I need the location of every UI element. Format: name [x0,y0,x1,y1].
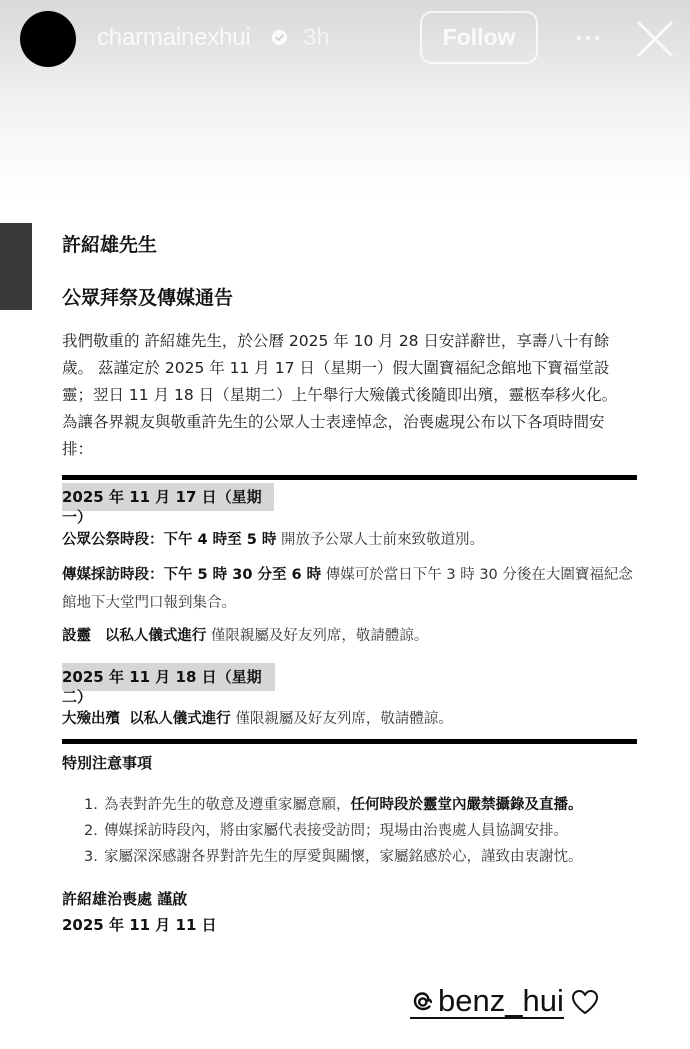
mention-link[interactable] [410,985,564,1019]
verified-badge-icon [271,29,288,46]
intro-line: 為讓各界親友與敬重許先生的公眾人士表達悼念，治喪處現公布以下各項時間安 [62,413,605,431]
heart-icon[interactable] [570,988,600,1016]
note-item: 2. 傳媒採訪時段內，將由家屬代表接受訪問；現場由治喪處人員協調安排。 [84,823,568,839]
left-edge-bar [0,223,32,310]
story-timestamp: 3h [303,24,330,51]
public-session-row [62,526,642,554]
funeral-mode: 以私人儀式進行 [129,711,231,727]
document-subtitle: 公眾拜祭及傳媒通告 [62,287,234,309]
intro-line: 排： [62,440,94,458]
day1-date-heading: 2025 年 11 月 17 日（星期一） [62,483,274,511]
avatar[interactable] [20,11,76,67]
close-icon[interactable] [634,18,676,60]
signoff-date: 2025 年 11 月 11 日 [62,916,217,934]
funeral-label: 大殮出殯 [62,711,120,727]
username[interactable]: charmainexhui [97,24,251,51]
wake-row [62,622,642,650]
funeral-desc: 僅限親屬及好友列席，敬請體諒。 [230,711,453,727]
notes-title: 特別注意事項 [62,754,153,772]
mention-sticker[interactable] [410,985,600,1019]
divider-rule [62,739,637,744]
divider-rule [62,475,637,480]
signoff-org: 許紹雄治喪處 謹啟 [62,890,188,908]
document-title: 許紹雄先生 [62,234,158,256]
more-horizontal-icon [577,36,581,40]
public-session-time: 下午 4 時至 5 時 [163,532,277,548]
follow-button[interactable]: Follow [420,11,538,64]
note-item: 1. 為表對許先生的敬意及遵重家屬意願，任何時段於靈堂內嚴禁攝錄及直播。 [84,797,583,813]
media-session-desc-cont: 館地下大堂門口報到集合。 [62,595,236,611]
funeral-row [62,705,642,733]
day2-date-heading: 2025 年 11 月 18 日（星期二） [62,663,275,691]
signoff [62,886,217,938]
story-header [0,0,690,80]
media-session-label: 傳媒採訪時段： [62,567,164,583]
public-session-desc: 開放予公眾人士前來致敬道別。 [276,532,484,548]
media-session-time: 下午 5 時 30 分至 6 時 [163,567,322,583]
intro-line: 我們敬重的 許紹雄先生，於公曆 2025 年 10 月 28 日安詳辭世，享壽八十有餘 [62,332,610,350]
note-item: 3. 家屬深深感謝各界對許先生的厚愛與關懷，家屬銘感於心，謹致由衷謝忱。 [84,849,583,865]
wake-label: 設靈 [62,628,91,644]
media-session-row [62,561,642,617]
mention-handle[interactable]: benz_hui [438,983,564,1018]
intro-line: 靈；翌日 11 月 18 日（星期二）上午舉行大殮儀式後隨即出殯，靈柩奉移火化。 [62,386,618,404]
threads-icon [410,988,436,1014]
notes-list [84,792,644,870]
more-options-button[interactable] [568,24,608,52]
intro-paragraph [62,328,640,463]
wake-mode: 以私人儀式進行 [104,628,207,644]
public-session-label: 公眾公祭時段： [62,532,164,548]
intro-line: 歲。 茲謹定於 2025 年 11 月 17 日（星期一）假大圍寶福紀念館地下寶福堂設 [62,359,610,377]
media-session-desc: 傳媒可於當日下午 3 時 30 分後在大圍寶福紀念 [321,567,633,583]
wake-desc: 僅限親屬及好友列席，敬請體諒。 [206,628,429,644]
